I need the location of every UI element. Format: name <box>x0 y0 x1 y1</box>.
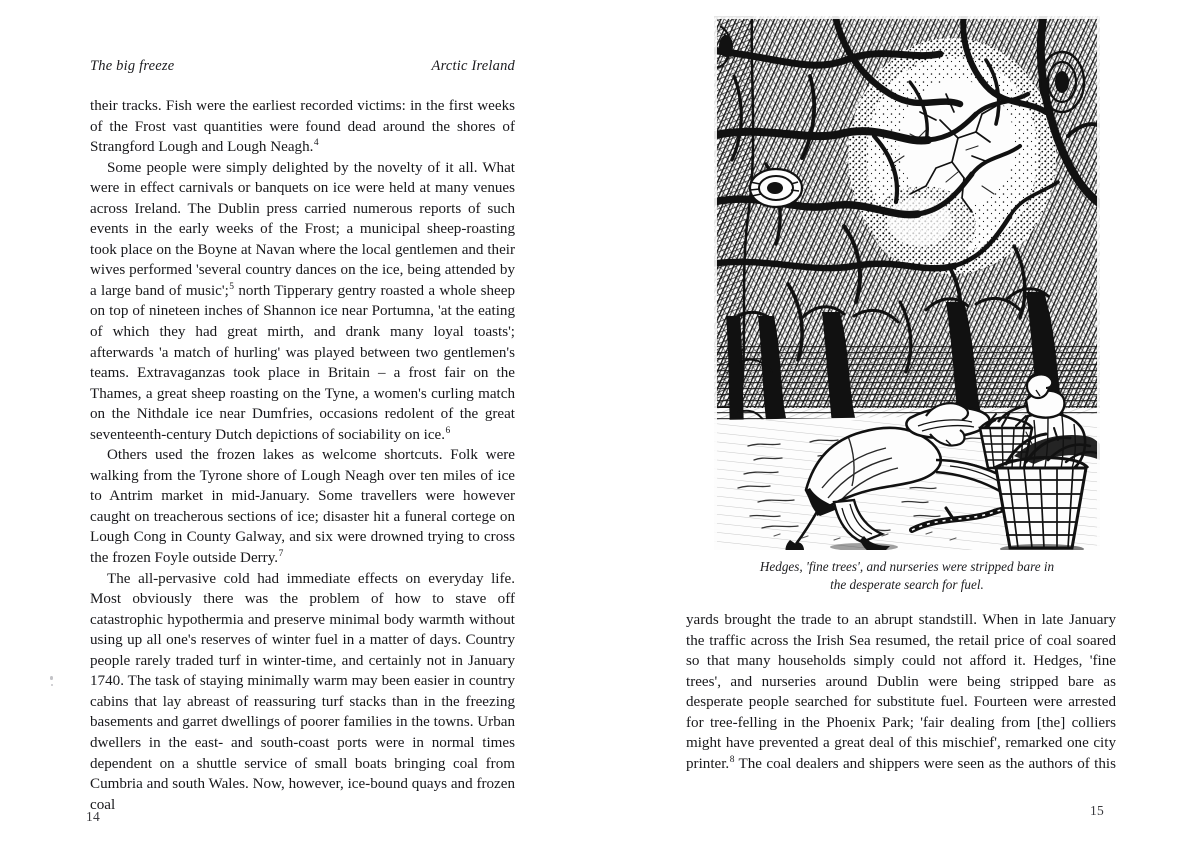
caption-line-1: Hedges, 'fine trees', and nurseries were stripped bare in <box>759 559 1055 574</box>
scan-speck <box>51 684 53 686</box>
footnote-marker-8: 8 <box>729 754 735 765</box>
body-text-recto <box>686 610 1116 774</box>
paragraph-cold-effects: The all-pervasive cold had immediate effects on everyday life. Most obviously there was the problem of how to stave off catastrophic hypothermia and preserve minimal body warmth without using up all one's reserves of winter fuel in a matter of days. Country people rarely traded turf in winter-time, and certainly not in January 1740. The task of staying minimally warm may been easier in country cabins that lay abreast of reassuring turf stacks than in the freezing basements and garret dwellings of poorer families in the towns. Urban dwellers in the east- and south-coast ports were in normal times dependent on a shuttle service of small boats bringing coal from Cumbria and south Wales. Now, however, ice-bound quays and frozen coal <box>90 570 515 813</box>
scan-speck <box>50 676 53 680</box>
running-head-book-title: Arctic Ireland <box>431 58 515 74</box>
footnote-marker-5: 5 <box>229 281 235 292</box>
body-text-verso <box>90 96 515 815</box>
running-head-chapter-title: The big freeze <box>90 58 175 74</box>
footnote-marker-7: 7 <box>278 549 284 559</box>
paragraph-shortcuts: Others used the frozen lakes as welcome shortcuts. Folk were walking from the Tyrone shore of Lough Neagh over ten miles of ice to Antrim market in mid-January. Some travellers were however caught on treacherous sections of ice; disaster hit a funeral cortege on Lough Cong in County Galway, and six were drowned trying to cross the frozen Foyle outside Derry.$^7$ <box>90 447 515 567</box>
illustration-plate <box>714 16 1100 550</box>
pen-and-ink-illustration <box>714 16 1100 550</box>
page-number-recto: 15 <box>1090 803 1105 818</box>
page-number-verso: 14 <box>86 809 101 824</box>
illustration-caption <box>714 558 1100 593</box>
caption-line-2: the desperate search for fuel. <box>830 576 984 592</box>
running-head-verso <box>90 58 515 75</box>
paragraph-coal-trade: yards brought the trade to an abrupt standstill. When in late January the traffic across the Irish Sea resumed, the retail price of coal soared so that many households simply could not afford it. Hedges, 'fine trees', and nurseries around Dublin were being stripped bare as desperate people searched for substitute fuel. Fourteen were arrested for tree-felling in the Phoenix Park; 'fair dealing from [the] colliers might have prevented a great deal of this mischief', remarked one city printer.$^8$ The coal dealers and shippers were seen as the authors of this <box>686 612 1116 772</box>
footnote-marker-4: 4 <box>313 138 319 149</box>
paragraph-continued-fish: their tracks. Fish were the earliest recorded victims: in the first weeks of the Frost vast quantities were found dead around the shores of Strangford Lough and Lough Neagh.$^4$ <box>90 98 515 156</box>
footnote-marker-6: 6 <box>445 425 451 436</box>
paragraph-carnivals: Some people were simply delighted by the novelty of it all. What were in effect carnivals or banquets on ice were held at many venues across Ireland. The Dublin press carried numerous reports of such events in the early weeks of the Frost; a municipal sheep-roasting took place on the Boyne at Navan where the local gentlemen and their wives performed 'several country dances on the ice, being attended by a large band of music';$^5$ north Tipperary gentry roasted a whole sheep on top of nineteen inches of Shannon ice near Portumna, 'at the eating of which they had great mirth, and drank many loyal toasts'; afterwards 'a match of hurling' was played between two gentlemen's teams. Extravaganzas took place in Britain – a frost fair on the Thames, a great sheep roasting on the Tyne, a women's curling match on the Nithdale ice near Dumfries, occasions redolent of the great seventeenth-century Dutch depictions of sociability on ice.$^6$ <box>90 159 515 443</box>
